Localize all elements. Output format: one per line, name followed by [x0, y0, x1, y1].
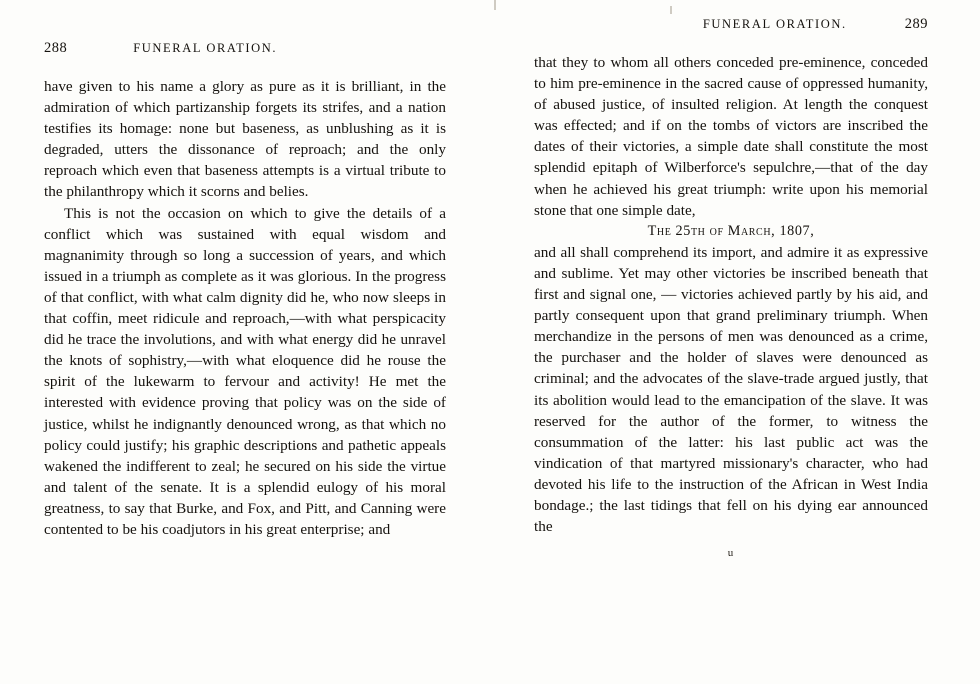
paragraph: that they to whom all others conceded pre-eminence, conceded to him pre-eminence in the sacred cause of oppressed humanity, of abused justice, of insulted religion. At length the conquest was effected; and if on the tombs of victors are inscribed the dates of their victories, a simple date shall constitute the most splendid epitaph of Wilberforce's sepulchre,—that of the day when he achieved his great triumph: write upon his memorial stone that one simple date,: [534, 54, 928, 219]
left-page-body: [44, 76, 446, 540]
right-page-folio: 289: [904, 16, 928, 32]
right-page-head-title: FUNERAL ORATION.: [702, 17, 847, 31]
paragraph: have given to his name a glory as pure as it is brilliant, in the admiration of which partizanship forgets its strifes, and a nation testifies its homage: none but baseness, as unblushing as it is degraded, utters the dissonance of reproach; and the only reproach which even that baseness attempts is a virtual tribute to the philanthropy which it scorns and belies.: [44, 78, 446, 201]
paragraph: and all shall comprehend its import, and admire it as expressive and sublime. Yet may other victories be inscribed beneath that first and signal one, — victories achieved partly by his aid, and partly consequent upon that grand preliminary triumph. When merchandize in the persons of men was denounced as a crime, the purchaser and the holder of slaves were denounced as criminal; and the advocates of the slave-trade argued justly, that its abolition would lead to the emancipation of the slave. It was reserved for the author of the former, to witness the consummation of the latter: his last public act was the vindication of that martyred missionary's character, who had devoted his life to the instruction of the African in West India bondage.; the last tidings that fell on his dying ear announced the: [534, 243, 928, 536]
right-page: [498, 0, 980, 684]
left-page-running-head: [44, 40, 446, 56]
signature-mark: u: [727, 547, 735, 560]
left-page-head-title: FUNERAL ORATION.: [133, 41, 278, 55]
section-subheading: The 25th of March, 1807,: [647, 222, 815, 239]
left-page-folio: 288: [44, 40, 68, 56]
paragraph: This is not the occasion on which to give the details of a conflict which was sustained with equal wisdom and magnanimity through so long a succession of years, and which issued in a triumph as complete as it was glorious. In the progress of that conflict, with what calm dignity did he, who now sleeps in that coffin, meet ridicule and reproach,—with what perspicacity did he trace the involutions, and with what energy did he unravel the knots of sophistry,—with what eloquence did he rouse the spirit of the lukewarm to fervour and activity! He met the interested with evidence proving that policy was on the side of justice, whilst he indignantly denounced wrong, as that which no policy could justify; his graphic descriptions and pathetic appeals wakened the indifferent to zeal; he secured on his side the virtue and talent of the senate. It is a splendid eulogy of his moral greatness, to say that Burke, and Fox, and Pitt, and Canning were contented to be his coadjutors in his great enterprise; and: [44, 204, 446, 538]
right-page-body: [534, 52, 928, 564]
right-page-running-head: [534, 16, 928, 32]
